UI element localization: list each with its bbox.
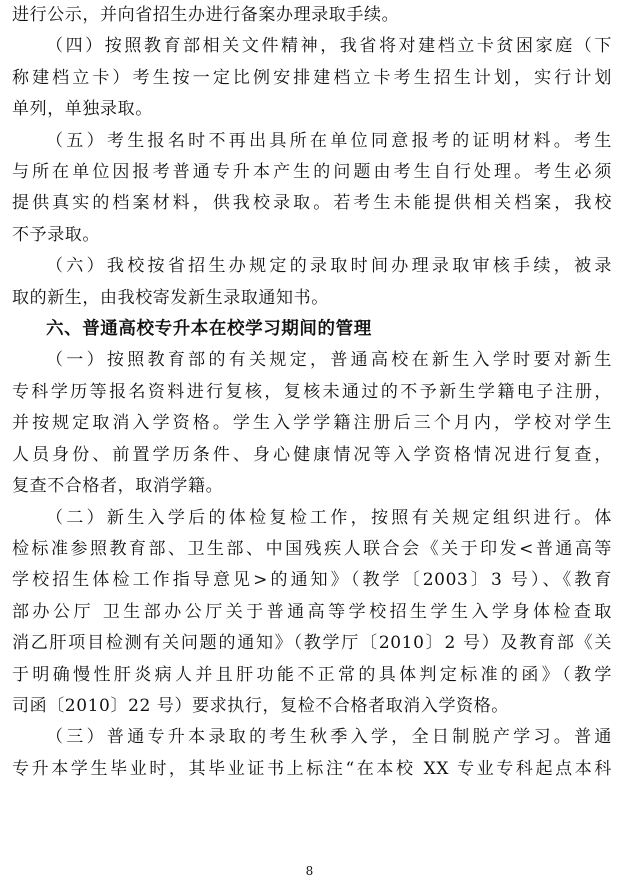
text-line: （六）我校按省招生办规定的录取时间办理录取审核手续，被录 [46, 256, 612, 277]
document-body [12, 0, 612, 785]
text-line: 人员身份、前置学历条件、身心健康情况等入学资格情况进行复查， [12, 444, 612, 465]
text-line: （五）考生报名时不再出具所在单位同意报考的证明材料。考生 [46, 130, 612, 151]
text-line: 并按规定取消入学资格。学生入学学籍注册后三个月内，学校对学生 [12, 413, 612, 434]
text-line: 复查不合格者，取消学籍。 [12, 476, 224, 497]
text-line: 提供真实的档案材料，供我校录取。若考生未能提供相关档案，我校 [12, 193, 612, 214]
text-line: 司函〔2010〕22 号）要求执行，复检不合格者取消入学资格。 [12, 695, 509, 716]
text-line: （二）新生入学后的体检复检工作，按照有关规定组织进行。体 [46, 507, 612, 528]
text-line: 检标准参照教育部、卫生部、中国残疾人联合会《关于印发<普通高等 [12, 538, 612, 559]
text-line: 专科学历等报名资料进行复核，复核未通过的不予新生学籍电子注册， [12, 381, 612, 402]
text-line: 取的新生，由我校寄发新生录取通知书。 [12, 287, 329, 308]
text-line: 部办公厅 卫生部办公厅关于普通高等学校招生学生入学身体检查取 [12, 601, 612, 622]
text-line: 进行公示，并向省招生办进行备案办理录取手续。 [12, 5, 400, 25]
text-line: 与所在单位因报考普通专升本产生的问题由考生自行处理。考生必须 [12, 162, 612, 183]
text-line: 单列，单独录取。 [12, 99, 153, 120]
text-line: （三）普通专升本录取的考生秋季入学，全日制脱产学习。普通 [46, 727, 612, 748]
text-line: 于明确慢性肝炎病人并且肝功能不正常的具体判定标准的函》（教学 [12, 664, 612, 685]
section-heading: 六、普通高校专升本在校学习期间的管理 [46, 319, 372, 340]
text-line: 称建档立卡）考生按一定比例安排建档立卡考生招生计划，实行计划 [12, 67, 612, 88]
text-line: 专升本学生毕业时，其毕业证书上标注“在本校 XX 专业专科起点本科 [12, 758, 612, 779]
text-line: （四）按照教育部相关文件精神，我省将对建档立卡贫困家庭（下 [46, 36, 612, 57]
text-line: 学校招生体检工作指导意见>的通知》（教学〔2003〕3 号）、《教育 [12, 570, 612, 591]
text-line: 不予录取。 [12, 224, 100, 245]
page-number: 8 [305, 864, 314, 878]
text-line: 消乙肝项目检测有关问题的通知》（教学厅〔2010〕2 号）及教育部《关 [12, 633, 612, 654]
text-line: （一）按照教育部的有关规定，普通高校在新生入学时要对新生 [46, 350, 612, 371]
